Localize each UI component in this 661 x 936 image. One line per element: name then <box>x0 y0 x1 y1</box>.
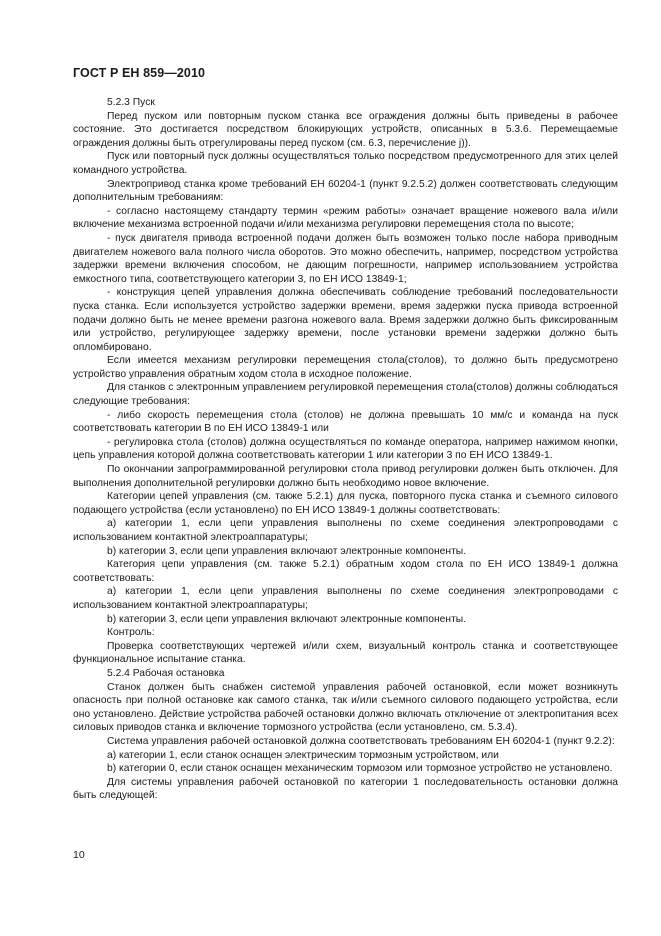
paragraph: Для системы управления рабочей остановкой по категории 1 последовательность остановки должна быть следующей: <box>73 776 618 802</box>
paragraph: Если имеется механизм регулировки перемещения стола(столов), то должно быть предусмотрено устройство управления обратным ходом стола в исходное положение. <box>73 355 618 380</box>
list-item: b) категории 3, если цепи управления включают электронные компоненты. <box>107 545 467 557</box>
list-item: - либо скорость перемещения стола (столов) не должна превышать 10 мм/с и команда на пуск соответствовать категории В по ЕН ИСО 13849-1 или <box>73 409 618 435</box>
list-item: - конструкция цепей управления должна обеспечивать соблюдение требований последовательности пуска станка. Если используется устройство задержки времени, время задержки пуска привода встроенной подачи должно быть не менее времени разгона ножевого вала. Время задержки должно быть фиксированным или устройство, регулирующее задержку времени, после установки времени задержки должно быть опломбировано. <box>73 287 618 353</box>
paragraph: Категории цепей управления (см. также 5.2.1) для пуска, повторного пуска станка и съемного силового подающего устройства (если установлено) по ЕН ИСО 13849-1 должны соответствовать: <box>73 491 618 516</box>
paragraph: Станок должен быть снабжен системой управления рабочей остановкой, если может возникнуть опасность при полной остановке как самого станка, так и/или съемного силового подающего устройства, если оно установлено. Действие устройства рабочей остановки должно включать отключение от электропитания всех силовых приводов станка и включение тормозного устройства (если установлено, см. 5.3.4). <box>73 681 618 734</box>
list-item: - согласно настоящему стандарту термин «режим работы» означает вращение ножевого вала и/или включение механизма встроенной подачи и/или механизма регулировки перемещения стола по высоте; <box>73 205 618 231</box>
list-item: a) категории 1, если цепи управления выполнены по схеме соединения электропроводами с использованием контактной электроаппаратуры; <box>73 518 618 543</box>
paragraph: Система управления рабочей остановкой должна соответствовать требованиям ЕН 60204-1 (пункт 9.2.2): <box>107 735 615 747</box>
section-heading: 5.2.3 Пуск <box>107 97 155 108</box>
paragraph: Пуск или повторный пуск должны осуществляться только посредством предусмотренного для этих целей командного устройства. <box>73 151 618 176</box>
document-body <box>73 96 618 803</box>
paragraph: Категория цепи управления (см. также 5.2.1) обратным ходом стола по ЕН ИСО 13849-1 должна соответствовать: <box>73 559 618 584</box>
paragraph: Контроль: <box>107 627 155 639</box>
list-item: b) категории 3, если цепи управления включают электронные компоненты. <box>107 613 467 625</box>
list-item: b) категории 0, если станок оснащен механическим тормозом или тормозное устройство не установлено. <box>107 763 613 775</box>
document-header: ГОСТ Р ЕН 859—2010 <box>73 66 206 80</box>
list-item: a) категории 1, если станок оснащен электрическим тормозным устройством, или <box>107 749 499 761</box>
paragraph: Проверка соответствующих чертежей и/или схем, визуальный контроль станка и соответствующее функциональное испытание станка. <box>73 640 618 666</box>
section-heading: 5.2.4 Рабочая остановка <box>107 667 225 679</box>
list-item: - регулировка стола (столов) должна осуществляться по команде оператора, например нажимом кнопки, цепь управления которой должна соответствовать категории 1 или категории 3 по ЕН ИСО 13849-1. <box>73 436 618 462</box>
paragraph: Для станков с электронным управлением регулировкой перемещения стола(столов) должны соблюдаться следующие требования: <box>73 382 618 408</box>
paragraph: По окончании запрограммированной регулировки стола привод регулировки должен быть отключен. Для выполнения дополнительной регулировки должно быть необходимо новое включение. <box>73 464 618 489</box>
paragraph: Перед пуском или повторным пуском станка все ограждения должны быть приведены в рабочее состояние. Это достигается посредством блокирующих устройств, описанных в 5.3.6. Перемещаемые ограждения должны быть отрегулированы перед пуском (см. 6.3, перечисление j)). <box>73 110 618 149</box>
list-item: - пуск двигателя привода встроенной подачи должен быть возможен только после набора приводным двигателем ножевого вала полного числа оборотов. Это можно обеспечить, например, посредством устройства задержки времени включения способом, не дающим погрешности, например использованием устройства емкостного типа, соответствующего категории 3, по ЕН ИСО 13849-1; <box>73 232 618 285</box>
page-number: 10 <box>73 849 85 861</box>
list-item: a) категории 1, если цепи управления выполнены по схеме соединения электропроводами с использованием контактной электроаппаратуры; <box>73 586 618 611</box>
paragraph: Электропривод станка кроме требований ЕН 60204-1 (пункт 9.2.5.2) должен соответствовать следующим дополнительным требованиям: <box>73 178 618 204</box>
